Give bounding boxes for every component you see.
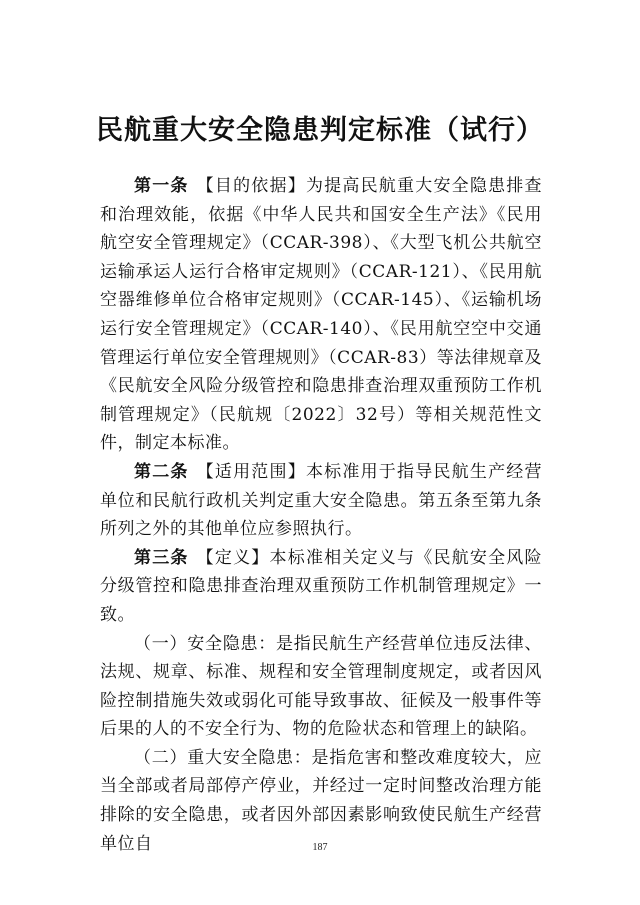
article-heading: 第一条 <box>134 176 189 196</box>
document-title: 民航重大安全隐患判定标准（试行） <box>96 115 544 146</box>
document-body <box>100 172 542 858</box>
article-heading: 第三条 <box>134 547 189 568</box>
article-heading: 第二条 <box>134 461 189 482</box>
article-text: 【定义】本标准相关定义与《民航安全风险分级管控和隐患排查治理双重预防工作机制管理规定》一致。 <box>100 547 543 625</box>
article-text: 【目的依据】为提高民航重大安全隐患排查和治理效能，依据《中华人民共和国安全生产法》《民用航空安全管理规定》（CCAR-398）、《大型飞机公共航空运输承运人运行合格审定规则》（CCAR-121）、《民用航空器维修单位合格审定规则》（CCAR-145）、《运输机场运行安全管理规定》（CCAR-140）、《民用航空空中交通管理运行单位安全管理规则》（CCAR-83）等法律规章及《民航安全风险分级管控和隐患排查治理双重预防工作机制管理规定》（民航规〔2022〕32号）等相关规范性文件，制定本标准。 <box>100 176 543 454</box>
page-number: 187 <box>312 842 328 853</box>
article-text: 【适用范围】本标准用于指导民航生产经营单位和民航行政机关判定重大安全隐患。第五条至第九条所列之外的其他单位应参照执行。 <box>100 461 543 540</box>
definition-text: （二）重大安全隐患：是指危害和整改难度较大，应当全部或者局部停产停业，并经过一定时间整改治理方能排除的安全隐患，或者因外部因素影响致使民航生产经营单位自 <box>100 747 542 854</box>
definition-paragraph <box>100 630 542 744</box>
article-paragraph <box>100 172 542 458</box>
article-paragraph <box>100 544 542 630</box>
definition-text: （一）安全隐患：是指民航生产经营单位违反法律、法规、规章、标准、规程和安全管理制度规定，或者因风险控制措施失效或弱化可能导致事故、征候及一般事件等后果的人的不安全行为、物的危险状态和管理上的缺陷。 <box>100 633 542 740</box>
article-paragraph <box>100 458 542 544</box>
